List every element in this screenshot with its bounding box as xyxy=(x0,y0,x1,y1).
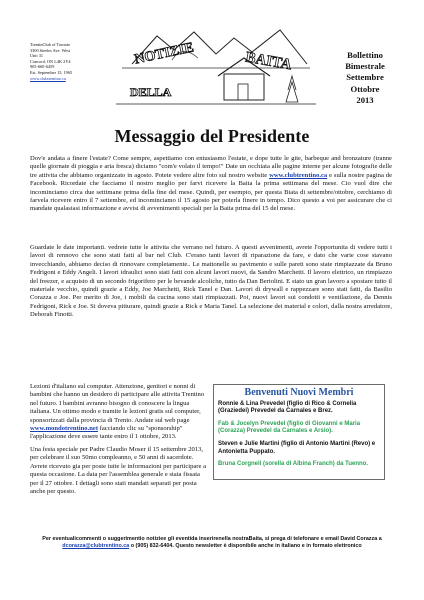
club-established: Est. September 15, 1965 xyxy=(30,69,73,75)
logo-word-della: DELLA xyxy=(130,85,172,99)
member-entry: Steven e Julie Martini (figlio di Antonio Martini (Revo) e Antonietta Puppato. xyxy=(218,440,376,455)
logo-word-baita: BAITA xyxy=(244,49,293,74)
paragraph-celebration: Una festa speciale per Padre Claudio Moser il 15 settembre 2013, per celebrare il suo 50mo compleanno, e 50 anni di sacerdote. Avrete ricevuto gia per poste tutte le informazioni per participare a questa occasione. La data per l'assemblea generale e stata fissata per il 27 ottobre. I dettagli sono stati mandati separati per posta anche per questo. xyxy=(30,446,206,496)
paragraph-text: Dov'e andata a finere l'estate? Come sempre, aspettiamo con entusiasmo l'estate, e dope tutte le gite, barbeque and bronzature (tranne quelle giornate di pioggia e aria fresca) diciamo "com'e volato il tempo!" Date un occhiata alle pagine interne per alcune fotografie delle tre attivita che abbiamo organizzato in agosto. Potete vedere altre foto sul nostro website xyxy=(30,155,392,179)
club-address-line: Concord, ON L4K 2Y4 xyxy=(30,58,71,64)
club-address-line: Unit 31 xyxy=(30,53,44,59)
bulletin-month: Settembre xyxy=(346,72,384,83)
website-link[interactable]: www.clubtrentino.ca xyxy=(269,171,328,179)
footer-text: o (905) 832-6404. Questo newsletter è disponibile anche in italiano e in formato elettronico xyxy=(129,543,362,549)
bulletin-year: 2013 xyxy=(356,94,374,105)
logo-word-notizie: NOTIZIE xyxy=(133,40,196,68)
club-phone: 905-660-6459 xyxy=(30,64,55,70)
new-members-box xyxy=(213,384,385,480)
club-address xyxy=(30,42,110,81)
club-address-line: 3300 Steeles Ave. West xyxy=(30,47,71,53)
email-link[interactable]: dcorazza@clubtrentino.ca xyxy=(62,543,130,549)
new-members-title: Benvenuti Nuovi Membri xyxy=(244,387,354,398)
bulletin-line: Bollettino xyxy=(347,50,383,60)
mondotrentino-link[interactable]: www.mondotrentino.net xyxy=(30,425,99,433)
footer-note xyxy=(28,536,396,550)
paragraph-text: Lezioni d'italiano sul computer. Attenzione, genitori e nonni di bambini che hanno un desidero di participare alle attivita Trentino nel futuro. I bambini avranno bisogno di conoscere la lingua italiana. Un ottimo modo e tramite le lezioni gratis sul computer, sponsorizzati dalla provincia di Trento. Andate sul web page xyxy=(30,383,205,424)
member-entry: Bruna Corgneli (sorella di Albina Franch) da Tuenno. xyxy=(218,461,369,468)
paragraph-italian-lessons xyxy=(30,383,206,442)
club-website-link[interactable]: www.clubtrentino.ca xyxy=(30,75,66,81)
paragraph-text: e sulla nostre pagina de Facebook. Ricordate che facciamo il nostro meglio per farvi ricevere la Baita la prima settimana del mese. Cio vuol dire che incominciamo circa due settimane prima della fine del mese. Quindi, per esempio, per questa Biata di settembre/ottobre, cerchiamo di farvela ricevere entro il 7 settembre, ed incominciamo il 15 agosto per poterla finere in tempo. Dico questo a voi per assicurare che ci mandate qualasiasi informazione e avvisi di avvenimenti speciali per la Baita prima del 15 del mese. xyxy=(30,171,393,213)
bulletin-info xyxy=(330,50,400,106)
paragraph-renovation: Guardate le date importanti. vedrete tutte le attivita che verrano nel futuro. A questi avvenimenti, avrete l'opportunita di vedere tutti i lavori di rennovo che sono stati fatti al bar nel Club. C'erano tanti lavori di riparazione da fare, e dato che varie cose stavano invecchiando, abbiamo deciso di rinnovare completamente.. Le mattonelle su pavimento e sulle pareti sono state rimpiazzate da Bruno Fedrigoni e Eddy Angeli. I lavori idraulici sono stati fatti con alcuni lavori nuovi, da Sandro Marchetti. Il lavoro elettrico, un rimpiazzo del freezer, e acquisto di un secondo frigorifero per le bevande alcoliche, tutto da Dan Bertolini. E stato un gran lavoro a spostare tutto il materiale vecchio, quindi grazie a Eddy, Joe Marchetti, Rick Tanel e Dan. Lavori di drywall e rappezzare sono stati fatti, da Basilio Corazza e Joe. Per merito di Joe, i mobili da cucina sono stati rimpiazzati. Poi, nuovi lavori sui condotti e ventilazione, da Dennis Fedrigoni, Rick e Joe. Si doveva pitturare, quindi grazie a Rick e Maria Tanel. La selezione dei material e colori, dalla nostra arredatore, Deborah Finotti. xyxy=(30,244,392,319)
footer-text: Per eventualicommenti o suggerimentio notiziee gli eventida inserirenella nostraBaita, si prega di telefonare e email David Corazza a xyxy=(42,536,382,542)
bulletin-month: Ottobre xyxy=(350,83,380,94)
bulletin-line: Bimestrale xyxy=(345,61,385,72)
notizie-della-baita-logo xyxy=(112,24,320,108)
page-title: Messaggio del Presidente xyxy=(114,126,310,146)
member-entry: Fab & Jocelyn Prevedel (figlio di Giovanni e Maria (Corazza) Prevedel da Carnales e Arsio). xyxy=(218,420,361,435)
paragraph-text: facciando clic su "sponsorship" l'applicazione deve essere tante entro il 1 ottobre, 2013. xyxy=(30,425,183,441)
member-entry: Ronnie & Lina Prevedel (figlio di Rico & Cornelia (Graziedei) Prevedel da Carnales e Brez. xyxy=(218,400,357,415)
club-address-line: TrentinClub of Toronto xyxy=(30,42,71,47)
paragraph-intro xyxy=(30,155,392,214)
